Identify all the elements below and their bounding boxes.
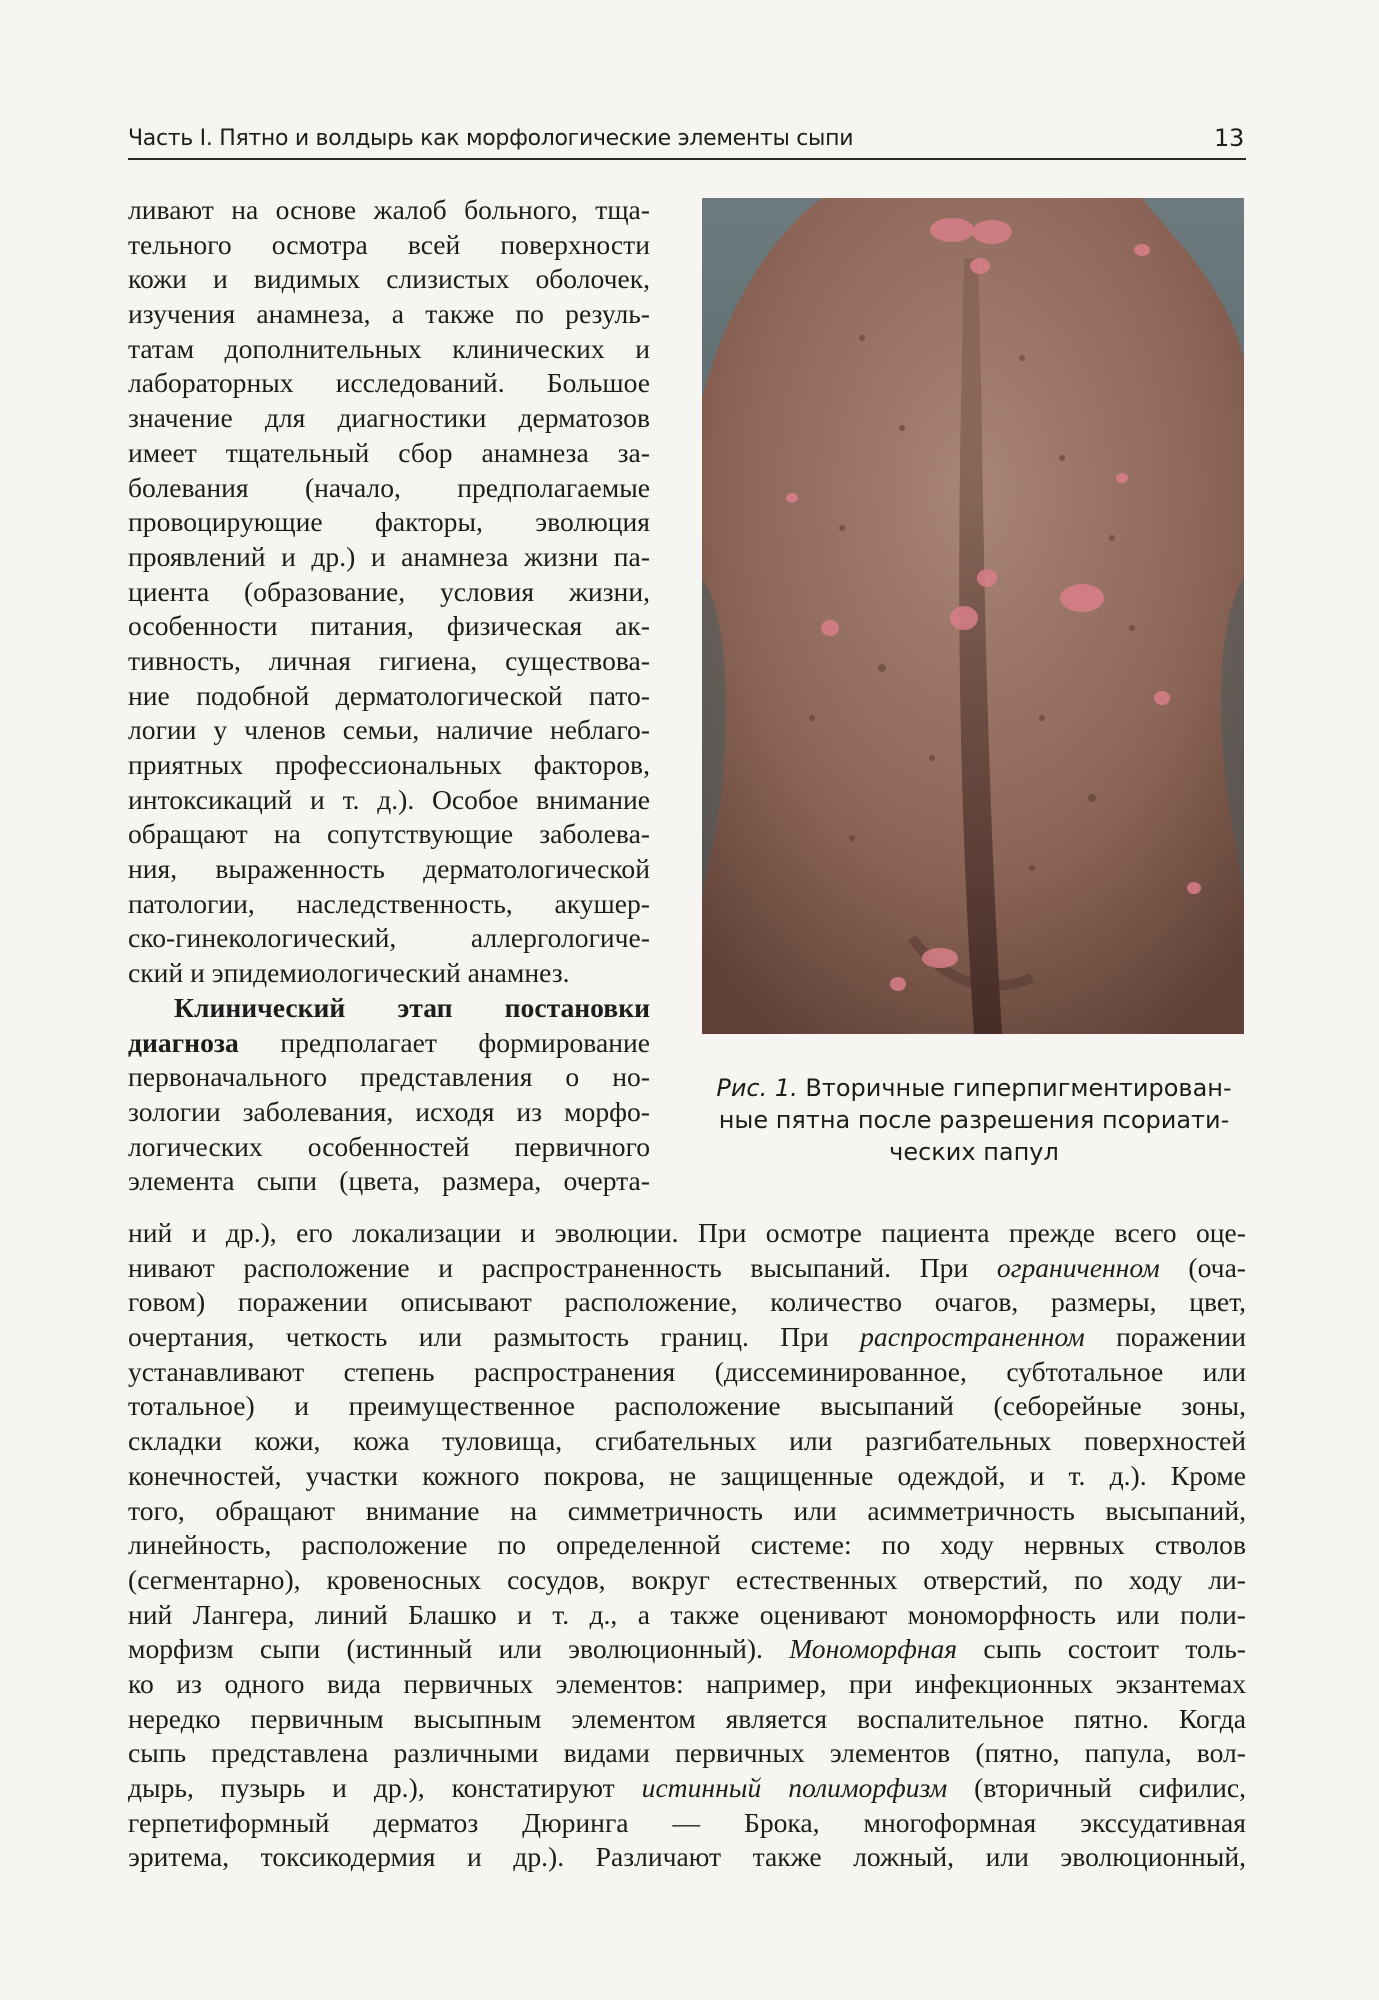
paragraph-1-line: ский и эпидемиологический анамнез. xyxy=(128,957,570,989)
figure-photo xyxy=(702,198,1244,1034)
bold-heading-text: Клинический этап постановки xyxy=(174,991,650,1023)
paragraph-1-line: кожи и видимых слизистых оболочек, xyxy=(128,263,650,295)
paragraph-1-line: тельного осмотра всей поверхности xyxy=(128,228,650,260)
paragraph-1-line: значение для диагностики дерматозов xyxy=(128,402,650,434)
paragraph-1-line: ливают на основе жалоб больного, тща- xyxy=(128,194,650,225)
text-run: морфизм сыпи (истинный или эволюционный). xyxy=(128,1633,790,1665)
paragraph-2-line: элемента сыпи (цвета, размера, очерта- xyxy=(128,1165,650,1197)
text-line: конечностей, участки кожного покрова, не защищенные одеждой, и т. д.). Кроме xyxy=(128,1459,1246,1491)
text-line: нередко первичным высыпным элементом является воспалительное пятно. Когда xyxy=(128,1702,1246,1734)
left-column-text xyxy=(128,193,650,1199)
text-line: устанавливают степень распространения (диссеминированное, субтотальное или xyxy=(128,1355,1246,1387)
paragraph-1-line: обращают на сопутствующие заболева- xyxy=(128,818,650,850)
paragraph-2-line-2 xyxy=(128,1026,650,1061)
header-title: Часть I. Пятно и волдырь как морфологические элементы сыпи xyxy=(128,126,854,151)
text-run: сыпь состоит толь- xyxy=(957,1633,1246,1665)
paragraph-1-line: проявлений и др.) и анамнеза жизни па- xyxy=(128,540,650,572)
paragraph-2-line-1 xyxy=(128,991,650,1026)
paragraph-1-line: приятных профессиональных факторов, xyxy=(128,749,650,780)
text-run: предполагает формирование xyxy=(238,1026,650,1058)
paragraph-1 xyxy=(128,193,650,991)
paragraph-1-line: болевания (начало, предполагаемые xyxy=(128,471,650,503)
text-run: поражении xyxy=(1084,1321,1246,1353)
caption-text: Вторичные гиперпигментирован- xyxy=(797,1074,1232,1102)
running-header xyxy=(128,122,1246,158)
paragraph-1-line: патологии, наследственность, акушер- xyxy=(128,887,650,919)
paragraph-1-line: лабораторных исследований. Большое xyxy=(128,367,650,399)
text-line xyxy=(128,1320,1246,1355)
bold-heading-text-cont: диагноза xyxy=(128,1026,239,1058)
page-number: 13 xyxy=(1214,124,1244,152)
paragraph-2-line: зологии заболевания, исходя из морфо- xyxy=(128,1095,650,1127)
text-line: линейность, расположение по определенной системе: по ходу нервных стволов xyxy=(128,1529,1246,1561)
header-rule xyxy=(128,158,1246,160)
text-line: герпетиформный дерматоз Дюринга — Брока, многоформная экссудативная xyxy=(128,1806,1246,1838)
caption-label: Рис. 1. xyxy=(716,1074,798,1102)
text-line: ко из одного вида первичных элементов: например, при инфекционных экзантемах xyxy=(128,1667,1246,1699)
italic-term: распространенном xyxy=(860,1321,1085,1353)
paragraph-1-line: интоксикаций и т. д.). Особое внимание xyxy=(128,783,650,815)
text-line: того, обращают внимание на симметричность или асимметричность высыпаний, xyxy=(128,1494,1246,1526)
text-run: очертания, четкость или размытость границ. При xyxy=(128,1321,861,1353)
paragraph-1-line: логии у членов семьи, наличие неблаго- xyxy=(128,714,650,746)
paragraph-1-line: особенности питания, физическая ак- xyxy=(128,610,650,642)
full-width-text xyxy=(128,1216,1246,1875)
text-run: (вторичный сифилис, xyxy=(947,1772,1246,1803)
text-line: сыпь представлена различными видами первичных элементов (пятно, папула, вол- xyxy=(128,1737,1246,1769)
caption-line-1 xyxy=(702,1072,1246,1104)
paragraph-1-line: циента (образование, условия жизни, xyxy=(128,575,650,607)
paragraph-1-line: ско-гинекологический, аллергологиче- xyxy=(128,922,650,954)
figure-caption xyxy=(702,1072,1246,1168)
text-run: дырь, пузырь и др.), констатируют xyxy=(128,1772,642,1803)
paragraph-1-line: ния, выраженность дерматологической xyxy=(128,853,650,885)
text-line: складки кожи, кожа туловища, сгибательных или разгибательных поверхностей xyxy=(128,1425,1246,1457)
back-photo-illustration xyxy=(702,198,1244,1034)
text-line xyxy=(128,1251,1246,1286)
text-line xyxy=(128,1632,1246,1667)
paragraph-2-line: первоначального представления о но- xyxy=(128,1061,650,1093)
paragraph-1-line: провоцирующие факторы, эволюция xyxy=(128,506,650,538)
paragraph-1-line: имеет тщательный сбор анамнеза за- xyxy=(128,436,650,468)
paragraph-1-line: тивность, личная гигиена, существова- xyxy=(128,644,650,676)
caption-line-2: ные пятна после разрешения псориати- xyxy=(718,1106,1230,1134)
italic-term: ограниченном xyxy=(996,1251,1160,1283)
text-run: нивают расположение и распространенность высыпаний. При xyxy=(128,1251,997,1283)
text-line: (сегментарно), кровеносных сосудов, вокруг естественных отверстий, по ходу ли- xyxy=(128,1563,1246,1595)
text-line: тотальное) и преимущественное расположение высыпаний (себорейные зоны, xyxy=(128,1390,1246,1422)
paragraph-1-line: изучения анамнеза, а также по резуль- xyxy=(128,298,650,330)
paragraph-1-line: ние подобной дерматологической пато- xyxy=(128,679,650,711)
text-line xyxy=(128,1771,1246,1806)
caption-line-3: ческих папул xyxy=(889,1138,1059,1166)
text-line: ний и др.), его локализации и эволюции. При осмотре пациента прежде всего оце- xyxy=(128,1217,1246,1248)
text-line: ний Лангера, линий Блашко и т. д., а также оценивают мономорфность или поли- xyxy=(128,1598,1246,1630)
text-line: говом) поражении описывают расположение, количество очагов, размеры, цвет, xyxy=(128,1286,1246,1318)
text-run: (оча- xyxy=(1159,1251,1246,1283)
italic-term: истинный полиморфизм xyxy=(641,1772,948,1803)
paragraph-2-line: логических особенностей первичного xyxy=(128,1130,650,1162)
italic-term: Мономорфная xyxy=(789,1633,958,1665)
paragraph-1-line: татам дополнительных клинических и xyxy=(128,332,650,364)
text-line: эритема, токсикодермия и др.). Различают также ложный, или эволюционный, xyxy=(128,1841,1246,1873)
